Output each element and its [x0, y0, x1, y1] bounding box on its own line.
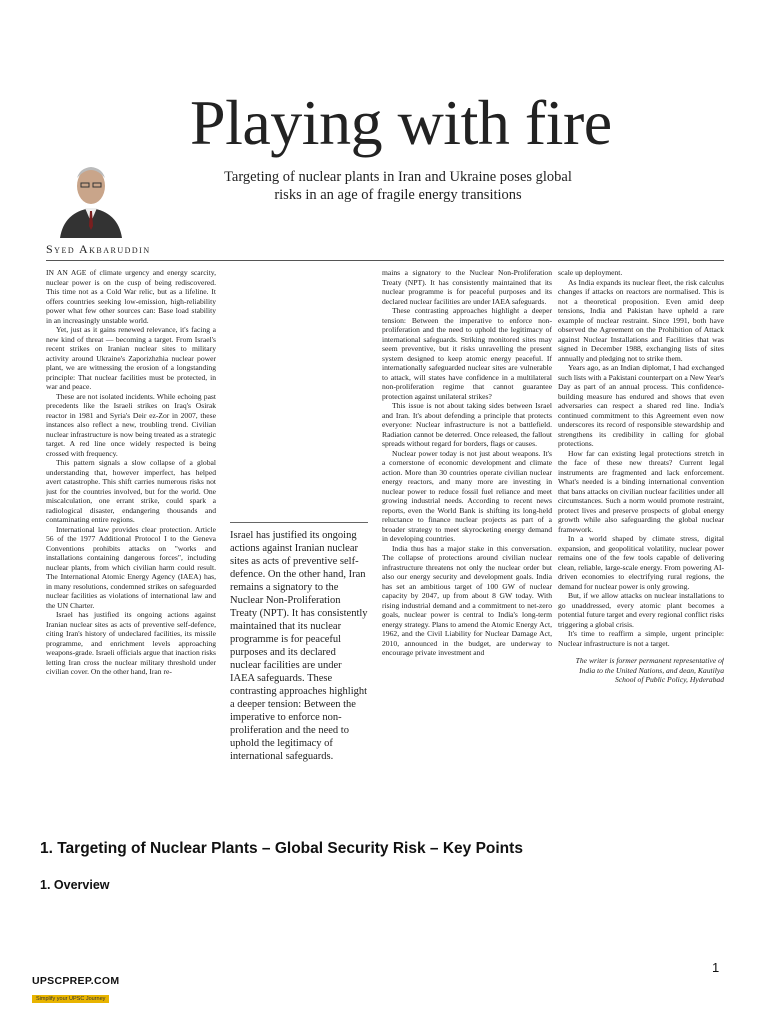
notes-heading: 1. Targeting of Nuclear Plants – Global Security Risk – Key Points	[40, 840, 523, 857]
author-portrait	[52, 156, 130, 238]
paragraph: As India expands its nuclear fleet, the risk calculus changes if attacks on reactors are normalised. This is not a theoretical proposition. Even amid deep tensions, India and Pakistan have upheld a rare example of nuclear restraint. Since 1991, both have observed the Agreement on the Prohibition of Attack against Nuclear Installations and Facilities that was signed in December 1988, exchanging lists of sites annually and pledging not to strike them.	[558, 277, 724, 363]
paragraph: But, if we allow attacks on nuclear installations to go unaddressed, every atomic plant becomes a potential future target and every regional conflict risks triggering a global crisis.	[558, 591, 724, 629]
newspaper-clipping	[40, 84, 726, 832]
paragraph: IN AN AGE of climate urgency and energy scarcity, nuclear power is on the cusp of being rediscovered. This time not as a Cold War relic, but as a lifeline. It offers countries seeking low-emission, high-reliability power what few other sources can: Base load stability in an increasingly unstable world.	[46, 268, 216, 325]
paragraph: This issue is not about taking sides between Israel and Iran. It's about defending a principle that protects everyone: Nuclear infrastructure is not a battlefield. Radiation cannot be deterred. Once released, the fallout spreads without regard for borders, flags or causes.	[382, 401, 552, 448]
byline-divider	[46, 260, 724, 261]
upscprep-logo[interactable]	[32, 975, 119, 1005]
paragraph: Israel has justified its ongoing actions against Iranian nuclear sites as acts of preventive self-defence, citing Iran's history of undeclared facilities, its missile programme, and enrichment levels approaching weapons-grade. Israeli officials argue that inaction risks letting Iran cross the nuclear military threshold under civilian cover. On the other hand, Iran re-	[46, 610, 216, 676]
logo-tagline: Simplify your UPSC Journey	[32, 995, 109, 1003]
article-byline: Syed Akbaruddin	[46, 242, 151, 256]
paragraph: These contrasting approaches highlight a deeper tension: Between the imperative to enforce non-proliferation and the need to uphold the legitimacy of international safeguards. Striking monitored sites may seem preventive, but it risks unravelling the present system designed to keep atomic energy peaceful. If internationally safeguarded nuclear sites are vulnerable to attack, will states have confidence in a multilateral non-proliferation regime that cannot guarantee protection against unilateral strikes?	[382, 306, 552, 401]
paragraph: This pattern signals a slow collapse of a global understanding that, however imperfect, has helped avert catastrophe. This shift carries numerous risks not just for the countries involved, but for the world. One miscalculation, one errant strike, could spark a radiological disaster, endangering thousands and contaminating entire regions.	[46, 458, 216, 524]
paragraph: Nuclear power today is not just about weapons. It's a cornerstone of economic development and climate action. More than 30 countries operate civilian nuclear energy reactors, and many more are investing in nuclear power to reduce fossil fuel reliance and meet growing industrial needs. According to recent news reports, even the World Bank is shifting its long-held reluctance to finance nuclear projects as part of a broader strategy to meet skyrocketing energy demand in developing countries.	[382, 448, 552, 543]
article-headline: Playing with fire	[190, 87, 612, 158]
logo-text: UPSCPREP.COM	[32, 975, 120, 987]
paragraph: International law provides clear protection. Article 56 of the 1977 Additional Protocol I to the Geneva Conventions prohibits attacks on "works and installations containing dangerous forces", including nuclear plants, from which civilian harm could result. The International Atomic Energy Agency (IAEA) has, in many resolutions, condemned strikes on safeguarded nuclear facilities as violations of international law and the UN Charter.	[46, 524, 216, 610]
paragraph: India thus has a major stake in this conversation. The collapse of protections around civilian nuclear infrastructure threatens not only the nuclear order but also our energy security and development goals. India has set an ambitious target of 100 GW of nuclear capacity by 2047, up from about 8 GW today. With rising industrial demand and a commitment to net-zero goals, nuclear power is central to India's long-term energy strategy. Plans to amend the Atomic Energy Act, 1962, and the Civil Liability for Nuclear Damage Act, 2010, announced in the budget, are underway to encourage private investment and	[382, 543, 552, 657]
article-column-4	[558, 268, 724, 828]
page-number: 1	[712, 960, 720, 975]
author-signature: The writer is former permanent representative of India to the United Nations, and dean, Kautilya School of Public Policy, Hyderabad	[575, 656, 724, 684]
pull-quote: Israel has justified its ongoing actions against Iranian nuclear sites as acts of preventive self-defence. On the other hand, Iran remains a signatory to the Nuclear Non-Proliferation Treaty (NPT). It has consistently maintained that its nuclear programme is for peaceful purposes and its declared nuclear facilities are under IAEA safeguards. These contrasting approaches highlight a deeper tension: Between the imperative to enforce non-proliferation and the need to uphold the legitimacy of international safeguards.	[230, 522, 368, 763]
paragraph: scale up deployment.	[558, 268, 623, 277]
paragraph: Yet, just as it gains renewed relevance, it's facing a new kind of threat — becoming a target. From Israel's recent strikes on Iranian nuclear sites to military activity around Ukraine's Zaporizhzhia nuclear power plant, we are witnessing the erosion of a longstanding principle: That nuclear facilities must be protected, in war and peace.	[46, 325, 216, 391]
paragraph: It's time to reaffirm a simple, urgent principle: Nuclear infrastructure is not a target.	[558, 629, 724, 648]
notes-subheading: 1. Overview	[40, 878, 110, 892]
article-column-3	[382, 268, 552, 828]
paragraph: In a world shaped by climate stress, digital expansion, and geopolitical volatility, nuclear power remains one of the few tools capable of delivering clean, reliable, large-scale energy. From powering AI-driven economies to electrifying rural regions, the demand for nuclear power is only growing.	[558, 534, 724, 591]
paragraph: mains a signatory to the Nuclear Non-Proliferation Treaty (NPT). It has consistently maintained that its nuclear programme is for peaceful purposes and its declared nuclear facilities are under IAEA safeguards.	[382, 268, 552, 306]
paragraph: These are not isolated incidents. While echoing past precedents like the Israeli strikes on Iraq's Osirak reactor in 1981 and Syria's Deir ez-Zor in 2007, these instances also reflect a new, troubling trend. Civilian nuclear infrastructure is now being treated as a strategic target. A red line once widely respected is being crossed with frequency.	[46, 391, 216, 458]
article-subheadline: Targeting of nuclear plants in Iran and Ukraine poses global risks in an age of fragile energy transitions	[224, 169, 572, 203]
article-column-1	[46, 268, 216, 828]
paragraph: How far can existing legal protections stretch in the face of these new threats? Current legal instruments are fragmented and lack enforcement. What's needed is a binding international convention that bans attacks on civilian nuclear facilities under all circumstances. Such a norm would promote restraint, protect lives and preserve prospects of global energy growth while also safeguarding the global nuclear framework.	[558, 448, 724, 534]
paragraph: Years ago, as an Indian diplomat, I had exchanged such lists with a Pakistani counterpart on a New Year's Day as part of an annual process. This confidence-building measure has endured and shows that even adversaries can respect a shared red line. India's continued commitment to this Agreement even now underscores its record of responsible stewardship and strengthens its credibility in calling for global protections.	[558, 363, 724, 448]
